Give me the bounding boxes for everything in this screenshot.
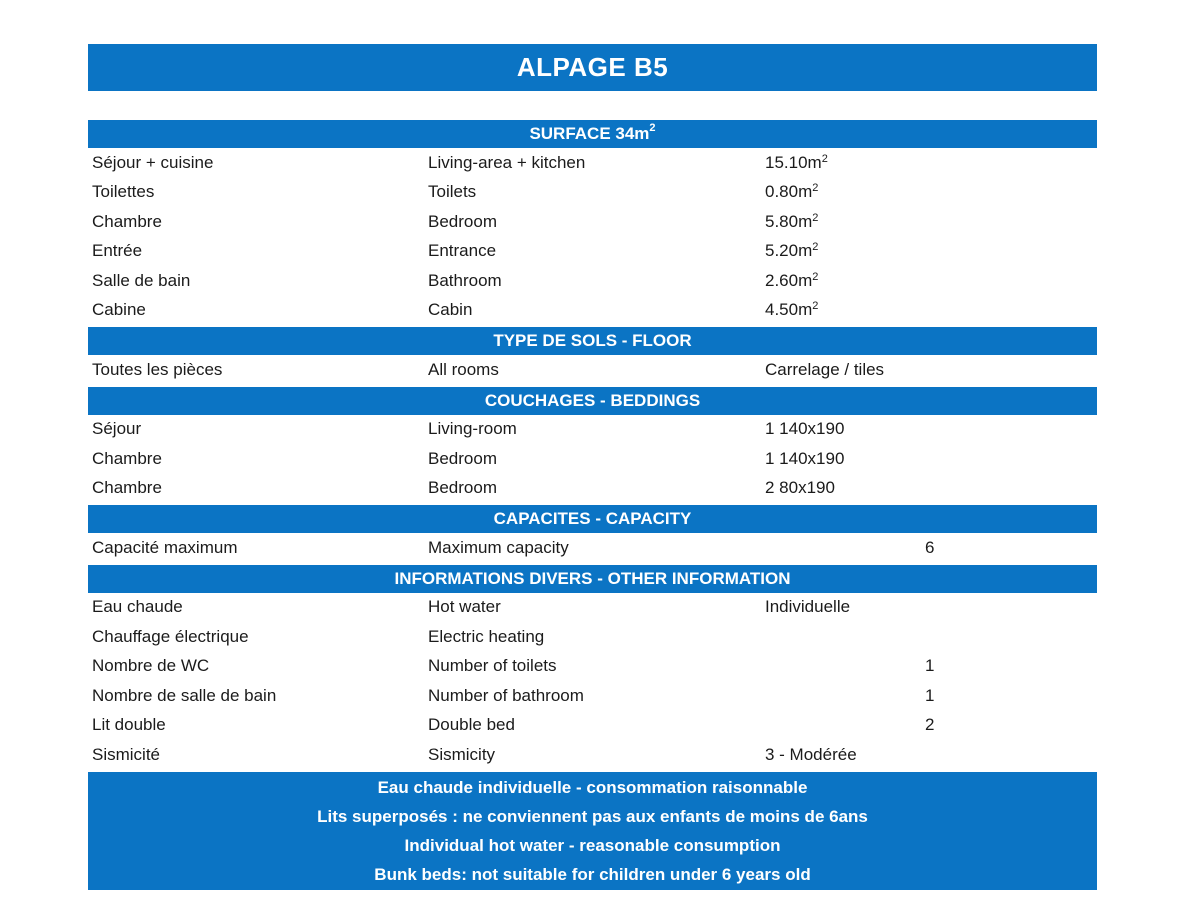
cell-label-en: Bedroom [428, 478, 497, 498]
cell-value [765, 212, 925, 232]
cell-value-text: 1 140x190 [765, 419, 845, 439]
cell-value [765, 300, 925, 320]
cell-label-en: Entrance [428, 241, 497, 261]
section-header-label: CAPACITES - CAPACITY [493, 509, 692, 528]
table-row [88, 207, 1097, 237]
cell-count: 2 [925, 715, 935, 735]
table-row [88, 296, 1097, 326]
page-title: ALPAGE B5 [516, 52, 669, 82]
cell-count: 1 [925, 656, 935, 676]
cell-value [765, 715, 925, 735]
cell-label-fr: Capacité maximum [92, 537, 238, 557]
cell-label-fr: Chambre [92, 448, 162, 468]
cell-label-en: Hot water [428, 597, 501, 617]
cell-label-fr: Séjour + cuisine [92, 152, 214, 172]
cell-label-en: Sismicity [428, 744, 496, 764]
cell-value [765, 182, 925, 202]
table-row [88, 444, 1097, 474]
cell-label-en: Electric heating [428, 626, 545, 646]
cell-value-text: 0.80m [765, 182, 813, 202]
cell-value-text: 4.50m [765, 300, 813, 320]
cell-label-fr: Nombre de WC [92, 656, 210, 676]
info-sheet [88, 44, 1097, 890]
cell-label-fr: Sismicité [92, 744, 161, 764]
cell-label-en: Bedroom [428, 448, 497, 468]
footer-note [88, 772, 1097, 891]
cell-label-fr: Toutes les pièces [92, 359, 223, 379]
table-row [88, 266, 1097, 296]
section-header-beddings [88, 387, 1097, 415]
section-header-floor [88, 327, 1097, 355]
footer-line: Individual hot water - reasonable consumption [404, 835, 781, 855]
cell-count: 1 [925, 685, 935, 705]
cell-label-en: Maximum capacity [428, 537, 569, 557]
cell-value-text: 2.60m [765, 270, 813, 290]
section-header-label: TYPE DE SOLS - FLOOR [493, 331, 692, 350]
table-row [88, 593, 1097, 623]
cell-label-en: Toilets [428, 182, 477, 202]
superscript: 2 [821, 152, 828, 165]
title-bar [88, 44, 1097, 91]
cell-label-fr: Eau chaude [92, 597, 183, 617]
cell-label-fr: Lit double [92, 715, 166, 735]
cell-label-en: Cabin [428, 300, 473, 320]
cell-value [765, 478, 925, 498]
cell-label-en: Living-area + kitchen [428, 152, 586, 172]
cell-value-text: 5.80m [765, 211, 813, 231]
cell-label-en: Double bed [428, 715, 515, 735]
cell-label-en: Number of toilets [428, 656, 557, 676]
table-row [88, 622, 1097, 652]
cell-value [765, 419, 925, 439]
cell-value [765, 745, 925, 765]
table-row [88, 681, 1097, 711]
cell-label-en: Bedroom [428, 211, 497, 231]
cell-value-text: 1 140x190 [765, 448, 845, 468]
cell-label-fr: Salle de bain [92, 270, 191, 290]
cell-value [765, 241, 925, 261]
table-row [88, 148, 1097, 178]
cell-label-en: All rooms [428, 359, 499, 379]
section-header-capacity [88, 505, 1097, 533]
cell-value [765, 538, 925, 558]
cell-value [765, 153, 925, 173]
table-row [88, 652, 1097, 682]
cell-label-fr: Toilettes [92, 182, 155, 202]
section-header-surface [88, 120, 1097, 148]
table-row [88, 474, 1097, 504]
cell-count: 6 [925, 537, 935, 557]
cell-value-text: 2 80x190 [765, 478, 835, 498]
cell-label-en: Number of bathroom [428, 685, 584, 705]
section-header-other-information [88, 565, 1097, 593]
section-header-label: INFORMATIONS DIVERS - OTHER INFORMATION [394, 568, 791, 588]
cell-value [765, 271, 925, 291]
superscript: 2 [812, 211, 819, 224]
footer-line: Bunk beds: not suitable for children under 6 years old [374, 865, 811, 885]
table-row [88, 355, 1097, 385]
superscript: 2 [812, 182, 819, 195]
superscript: 2 [812, 300, 819, 313]
cell-label-en: Living-room [428, 419, 517, 439]
cell-label-en: Bathroom [428, 270, 502, 290]
cell-label-fr: Séjour [92, 419, 142, 439]
cell-value [765, 597, 925, 617]
cell-label-fr: Chambre [92, 211, 162, 231]
section-header-label: SURFACE 34m [529, 124, 650, 143]
cell-label-fr: Chambre [92, 478, 162, 498]
superscript: 2 [649, 121, 656, 134]
superscript: 2 [812, 270, 819, 283]
cell-value [765, 627, 925, 647]
table-row [88, 740, 1097, 770]
table-row [88, 237, 1097, 267]
cell-value-text: Individuelle [765, 597, 851, 617]
cell-value [765, 360, 925, 380]
table-row [88, 533, 1097, 563]
cell-label-fr: Chauffage électrique [92, 626, 249, 646]
footer-line: Lits superposés : ne conviennent pas aux enfants de moins de 6ans [317, 806, 868, 826]
table-row [88, 415, 1097, 445]
cell-label-fr: Entrée [92, 241, 143, 261]
table-row [88, 711, 1097, 741]
cell-value-text: Carrelage / tiles [765, 359, 885, 379]
table-row [88, 178, 1097, 208]
spacer [88, 91, 1097, 120]
section-header-label: COUCHAGES - BEDDINGS [484, 390, 701, 410]
cell-label-fr: Nombre de salle de bain [92, 685, 277, 705]
footer-line: Eau chaude individuelle - consommation raisonnable [377, 777, 808, 797]
cell-value [765, 656, 925, 676]
cell-label-fr: Cabine [92, 300, 146, 320]
cell-value-text: 5.20m [765, 241, 813, 261]
cell-value [765, 686, 925, 706]
cell-value-text: 3 - Modérée [765, 744, 857, 764]
cell-value-text: 15.10m [765, 152, 822, 172]
superscript: 2 [812, 241, 819, 254]
cell-value [765, 449, 925, 469]
